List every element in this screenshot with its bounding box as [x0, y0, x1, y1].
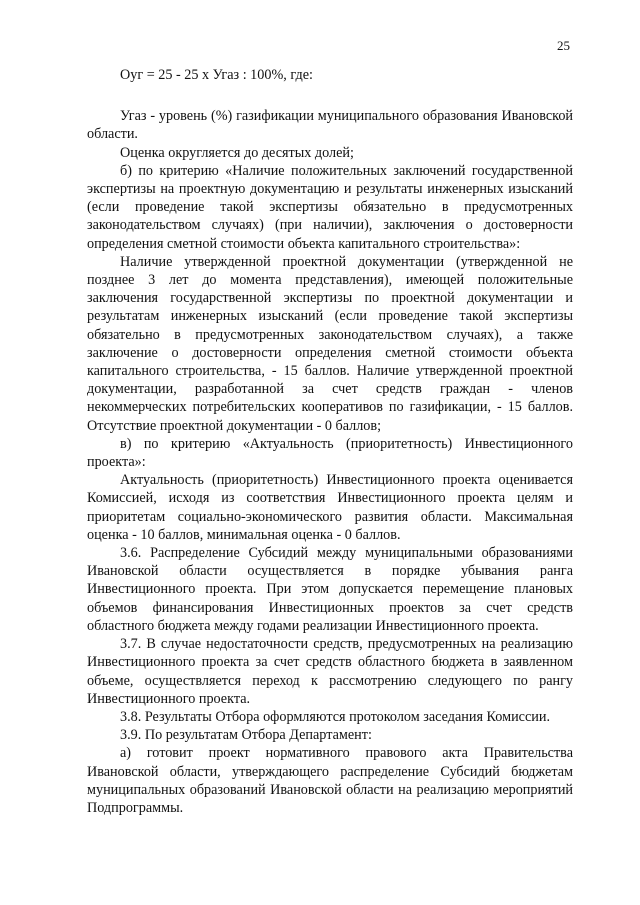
page-number: 25	[557, 38, 570, 53]
paragraph-relevance: Актуальность (приоритетность) Инвестиционного проекта оценивается Комиссией, исходя из соответствия Инвестиционного проекта целям и приоритетам социально-экономического развития области. Максимальная оценка - 10 баллов, минимальная оценка - 0 баллов.	[87, 472, 573, 543]
paragraph-3-7: 3.7. В случае недостаточности средств, предусмотренных на реализацию Инвестиционного проекта за счет средств областного бюджета в заявленном объеме, осуществляется переход к рассмотрению следующего по рангу Инвестиционного проекта.	[87, 636, 573, 707]
formula: Оуг = 25 - 25 х Угаз : 100%, где:	[120, 67, 313, 83]
paragraph-3-9-a: а) готовит проект нормативного правового акта Правительства Ивановской области, утверждающего распределение Субсидий бюджетам муниципальных образований Ивановской области на реализацию мероприятий Подпрограммы.	[87, 745, 573, 816]
document-body	[87, 66, 573, 817]
paragraph-design-documentation: Наличие утвержденной проектной документации (утвержденной не позднее 3 лет до момента представления), имеющей положительные заключения государственной экспертизы по проектной документации и результатам инженерных изысканий (если проведение такой экспертизы обязательно в предусмотренных законодательством случаях), а также заключение о достоверности определения сметной стоимости объекта капитального строительства, - 15 баллов. Наличие утвержденной проектной документации, разработанной за счет средств граждан - членов некоммерческих потребительских кооперативов по газификации, - 15 баллов. Отсутствие проектной документации - 0 баллов;	[87, 253, 573, 434]
paragraph-criterion-b: б) по критерию «Наличие положительных заключений государственной экспертизы на проектную документацию и результаты инженерных изысканий (если проведение такой экспертизы обязательно в предусмотренных законодательством случаях) (при наличии), заключения о достоверности определения сметной стоимости объекта капитального строительства»:	[87, 162, 573, 252]
paragraph-criterion-v: в) по критерию «Актуальность (приоритетность) Инвестиционного проекта»:	[87, 435, 573, 471]
paragraph-3-9: 3.9. По результатам Отбора Департамент:	[120, 727, 372, 744]
paragraph-ugaz-definition: Угаз - уровень (%) газификации муниципального образования Ивановской области.	[87, 108, 573, 143]
paragraph-3-6: 3.6. Распределение Субсидий между муниципальными образованиями Ивановской области осуществляется в порядке убывания ранга Инвестиционного проекта. При этом допускается перемещение плановых объемов финансирования Инвестиционных проектов за счет средств областного бюджета между годами реализации Инвестиционного проекта.	[87, 545, 573, 634]
paragraph-3-8: 3.8. Результаты Отбора оформляются протоколом заседания Комиссии.	[120, 708, 550, 725]
paragraph-rounding: Оценка округляется до десятых долей;	[120, 144, 354, 161]
